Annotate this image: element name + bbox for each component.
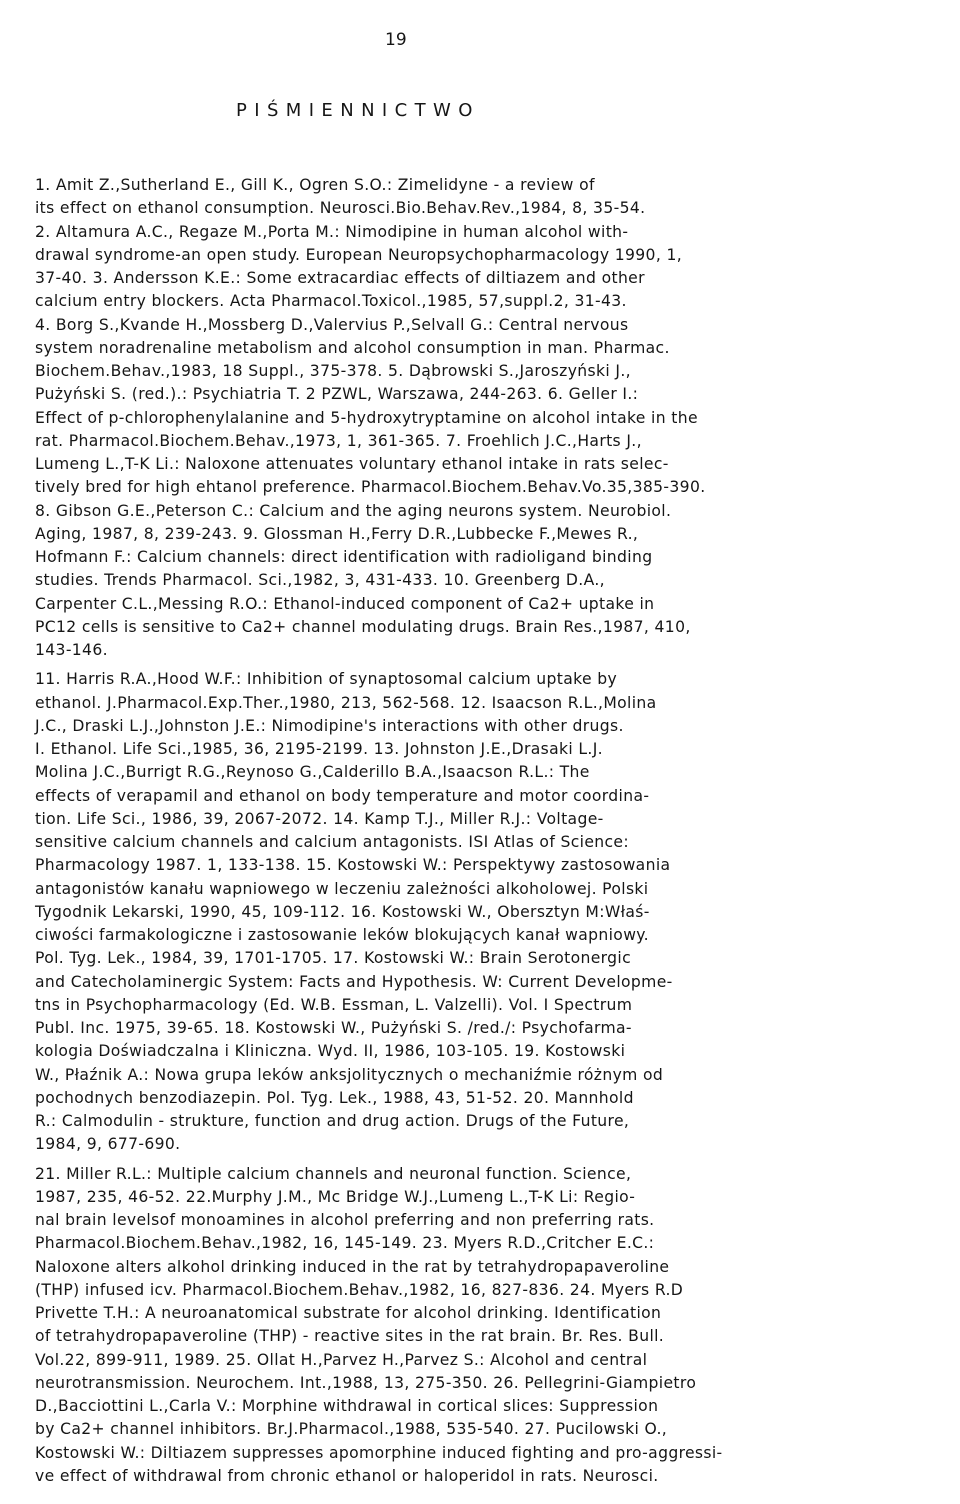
reference-line: 21. Miller R.L.: Multiple calcium channels and neuronal function. Science, [35, 1164, 632, 1183]
reference-line: D.,Bacciottini L.,Carla V.: Morphine withdrawal in cortical slices: Suppression [35, 1397, 659, 1415]
reference-line: Pużyński S. (red.).: Psychiatria T. 2 PZWL, Warszawa, 244-263. 6. Geller I.: [35, 385, 639, 404]
reference-line: R.: Calmodulin - strukture, function and drug action. Drugs of the Future, [35, 1112, 630, 1130]
reference-line: ethanol. J.Pharmacol.Exp.Ther.,1980, 213, 562-568. 12. Isaacson R.L.,Molina [35, 693, 657, 712]
reference-list [35, 174, 925, 1488]
reference-line: 1. Amit Z.,Sutherland E., Gill K., Ogren S.O.: Zimelidyne - a review of [35, 176, 595, 194]
reference-line: drawal syndrome-an open study. European Neuropsychopharmacology 1990, 1, [35, 245, 683, 264]
reference-line: Publ. Inc. 1975, 39-65. 18. Kostowski W., Pużyński S. /red./: Psychofarma- [35, 1019, 632, 1037]
reference-line: Privette T.H.: A neuroanatomical substrate for alcohol drinking. Identification [35, 1304, 662, 1322]
reference-line: calcium entry blockers. Acta Pharmacol.Toxicol.,1985, 57,suppl.2, 31-43. [35, 292, 627, 311]
reference-line: Lumeng L.,T-K Li.: Naloxone attenuates voluntary ethanol intake in rats selec- [35, 455, 669, 473]
reference-line: 143-146. [35, 641, 108, 659]
reference-line: Pol. Tyg. Lek., 1984, 39, 1701-1705. 17. Kostowski W.: Brain Serotonergic [35, 949, 632, 968]
reference-line: Carpenter C.L.,Messing R.O.: Ethanol-induced component of Ca2+ uptake in [35, 594, 655, 613]
reference-line: system noradrenaline metabolism and alcohol consumption in man. Pharmac. [35, 338, 670, 357]
reference-line: Pharmacology 1987. 1, 133-138. 15. Kostowski W.: Perspektywy zastosowania [35, 856, 671, 875]
reference-line: 1987, 235, 46-52. 22.Murphy J.M., Mc Bridge W.J.,Lumeng L.,T-K Li: Regio- [35, 1187, 636, 1206]
reference-line: 11. Harris R.A.,Hood W.F.: Inhibition of synaptosomal calcium uptake by [35, 670, 618, 689]
reference-line: 1984, 9, 677-690. [35, 1135, 181, 1154]
reference-line: 8. Gibson G.E.,Peterson C.: Calcium and the aging neurons system. Neurobiol. [35, 501, 672, 520]
reference-line: Effect of p-chlorophenylalanine and 5-hydroxytryptamine on alcohol intake in the [35, 408, 698, 427]
reference-line: 2. Altamura A.C., Regaze M.,Porta M.: Nimodipine in human alcohol with- [35, 222, 629, 241]
reference-line: its effect on ethanol consumption. Neurosci.Bio.Behav.Rev.,1984, 8, 35-54. [35, 199, 646, 218]
reference-line: Pharmacol.Biochem.Behav.,1982, 16, 145-149. 23. Myers R.D.,Critcher E.C.: [35, 1234, 655, 1253]
reference-line: Naloxone alters alkohol drinking induced in the rat by tetrahydropapaveroline [35, 1257, 670, 1276]
reference-line: of tetrahydropapaveroline (THP) - reactive sites in the rat brain. Br. Res. Bull. [35, 1327, 665, 1346]
reference-line: W., Płaźnik A.: Nowa grupa leków anksjolitycznych o mechaniźmie różnym od [35, 1065, 664, 1084]
reference-line: studies. Trends Pharmacol. Sci.,1982, 3, 431-433. 10. Greenberg D.A., [35, 571, 605, 590]
reference-line: Vol.22, 899-911, 1989. 25. Ollat H.,Parvez H.,Parvez S.: Alcohol and central [35, 1350, 648, 1369]
reference-line: pochodnych benzodiazepin. Pol. Tyg. Lek., 1988, 43, 51-52. 20. Mannhold [35, 1088, 634, 1107]
reference-line: rat. Pharmacol.Biochem.Behav.,1973, 1, 361-365. 7. Froehlich J.C.,Harts J., [35, 431, 642, 450]
reference-line: Biochem.Behav.,1983, 18 Suppl., 375-378. 5. Dąbrowski S.,Jaroszyński J., [35, 362, 631, 380]
reference-line: tively bred for high ehtanol preference. Pharmacol.Biochem.Behav.Vo.35,385-390. [35, 478, 706, 497]
reference-line: nal brain levelsof monoamines in alcohol preferring and non preferring rats. [35, 1211, 655, 1229]
reference-line: and Catecholaminergic System: Facts and Hypothesis. W: Current Developme- [35, 972, 673, 991]
reference-line: sensitive calcium channels and calcium antagonists. ISI Atlas of Science: [35, 833, 629, 851]
reference-line: antagonistów kanału wapniowego w leczeniu zależności alkoholowej. Polski [35, 879, 649, 898]
reference-line: 4. Borg S.,Kvande H.,Mossberg D.,Valervius P.,Selvall G.: Central nervous [35, 315, 629, 334]
reference-line: ciwości farmakologiczne i zastosowanie leków blokujących kanał wapniowy. [35, 926, 649, 944]
reference-line: neurotransmission. Neurochem. Int.,1988, 13, 275-350. 26. Pellegrini-Giampietro [35, 1373, 697, 1392]
reference-line: I. Ethanol. Life Sci.,1985, 36, 2195-2199. 13. Johnston J.E.,Drasaki L.J. [35, 740, 603, 758]
reference-line: Tygodnik Lekarski, 1990, 45, 109-112. 16. Kostowski W., Obersztyn M:Właś- [35, 902, 650, 921]
reference-line: Kostowski W.: Diltiazem suppresses apomorphine induced fighting and pro-aggressi- [35, 1443, 723, 1462]
reference-line: effects of verapamil and ethanol on body temperature and motor coordina- [35, 786, 650, 805]
reference-line: Hofmann F.: Calcium channels: direct identification with radioligand binding [35, 548, 653, 566]
reference-line: by Ca2+ channel inhibitors. Br.J.Pharmacol.,1988, 535-540. 27. Pucilowski O., [35, 1420, 668, 1439]
reference-line: Aging, 1987, 8, 239-243. 9. Glossman H.,Ferry D.R.,Lubbecke F.,Mewes R., [35, 524, 639, 543]
reference-line: ve effect of withdrawal from chronic ethanol or haloperidol in rats. Neurosci. [35, 1466, 659, 1485]
reference-line: PC12 cells is sensitive to Ca2+ channel modulating drugs. Brain Res.,1987, 410, [35, 617, 691, 636]
reference-line: Molina J.C.,Burrigt R.G.,Reynoso G.,Calderillo B.A.,Isaacson R.L.: The [35, 763, 590, 782]
reference-line: J.C., Draski L.J.,Johnston J.E.: Nimodipine's interactions with other drugs. [35, 716, 624, 735]
reference-line: (THP) infused icv. Pharmacol.Biochem.Behav.,1982, 16, 827-836. 24. Myers R.D [35, 1280, 684, 1299]
reference-line: tion. Life Sci., 1986, 39, 2067-2072. 14. Kamp T.J., Miller R.J.: Voltage- [35, 809, 604, 828]
section-heading: PIŚMIENNICTWO [236, 100, 480, 121]
reference-line: 37-40. 3. Andersson K.E.: Some extracardiac effects of diltiazem and other [35, 269, 645, 287]
page-number: 19 [385, 30, 407, 50]
reference-line: tns in Psychopharmacology (Ed. W.B. Essman, L. Valzelli). Vol. I Spectrum [35, 995, 633, 1014]
reference-line: kologia Doświadczalna i Kliniczna. Wyd. II, 1986, 103-105. 19. Kostowski [35, 1042, 626, 1061]
